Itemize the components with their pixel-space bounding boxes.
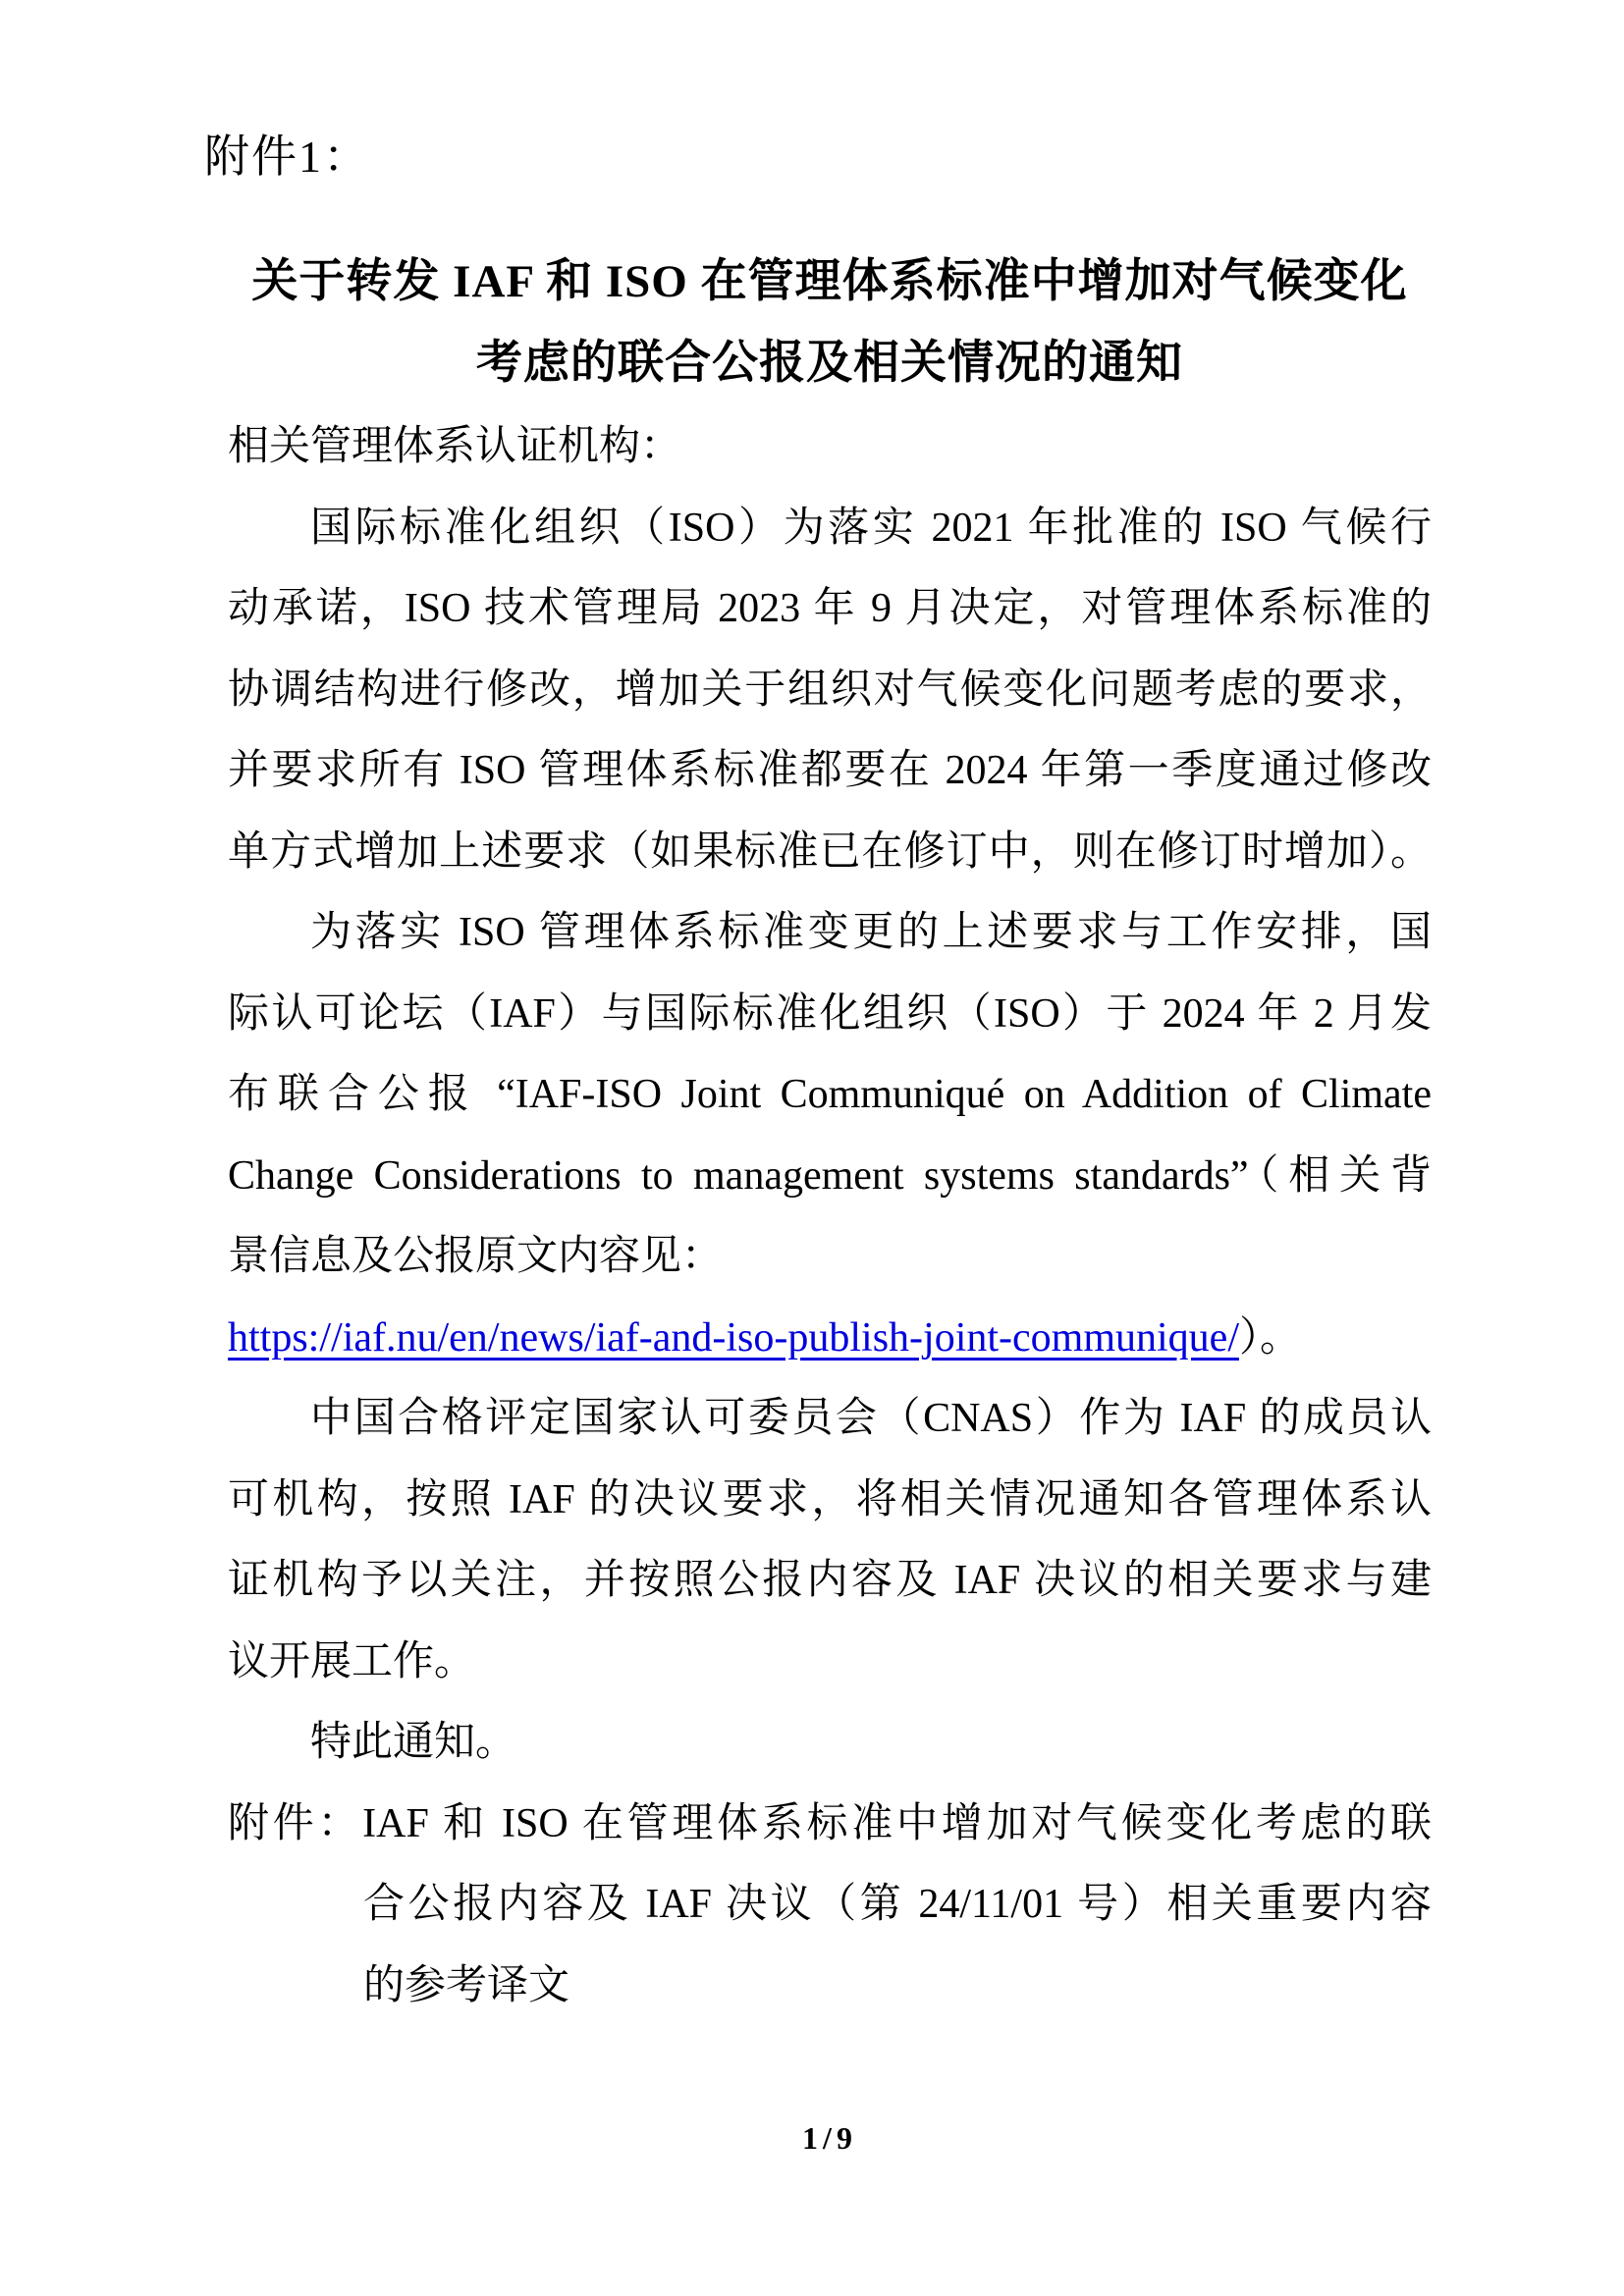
body-line: 证机构予以关注，并按照公报内容及 IAF 决议的相关要求与建 — [228, 1558, 1432, 1603]
document-body — [228, 406, 1432, 2026]
hyperlink-line — [228, 1298, 1432, 1379]
attachment-note-line: 附件：IAF 和 ISO 在管理体系标准中增加对气候变化考虑的联 — [228, 1800, 1432, 1846]
page-number: 1/9 — [802, 2120, 857, 2156]
attachment-note-line: 合公报内容及 IAF 决议（第 24/11/01 号）相关重要内容 — [363, 1882, 1432, 1927]
document-title — [228, 241, 1432, 404]
body-line: 并要求所有 ISO 管理体系标准都要在 2024 年第一季度通过修改 — [228, 748, 1432, 793]
title-line-1: 关于转发 IAF 和 ISO 在管理体系标准中增加对气候变化 — [251, 256, 1408, 307]
body-line: 中国合格评定国家认可委员会（CNAS）作为 IAF 的成员认 — [310, 1396, 1432, 1441]
body-line: Change Considerations to management systems standards”（相关背 — [228, 1152, 1432, 1199]
body-line: 可机构，按照 IAF 的决议要求，将相关情况通知各管理体系认 — [228, 1476, 1432, 1522]
closing-line: 特此通知。 — [310, 1720, 517, 1765]
salutation-line: 相关管理体系认证机构： — [228, 424, 682, 469]
body-line: 单方式增加上述要求（如果标准已在修订中，则在修订时增加）。 — [228, 828, 1432, 875]
body-line: 议开展工作。 — [228, 1638, 476, 1684]
body-line: 为落实 ISO 管理体系标准变更的上述要求与工作安排，国 — [310, 910, 1432, 955]
communique-link[interactable]: https://iaf.nu/en/news/iaf-and-iso-publish-joint-communique/ — [228, 1314, 1239, 1361]
title-line-2: 考虑的联合公报及相关情况的通知 — [476, 338, 1183, 389]
attachment-note-line: 的参考译文 — [363, 1962, 570, 2008]
body-line: 国际标准化组织（ISO）为落实 2021 年批准的 ISO 气候行 — [310, 505, 1432, 551]
body-line: 际认可论坛（IAF）与国际标准化组织（ISO）于 2024 年 2 月发 — [228, 990, 1432, 1037]
body-line: 动承诺，ISO 技术管理局 2023 年 9 月决定，对管理体系标准的 — [228, 586, 1432, 631]
link-suffix: ）。 — [1238, 1314, 1301, 1361]
body-line: 景信息及公报原文内容见： — [228, 1234, 724, 1279]
body-line: 布联合公报 “IAF-ISO Joint Communiqué on Addition of Climate — [228, 1072, 1432, 1117]
body-line: 协调结构进行修改，增加关于组织对气候变化问题考虑的要求， — [228, 667, 1432, 713]
attachment-label: 附件1： — [204, 132, 370, 182]
